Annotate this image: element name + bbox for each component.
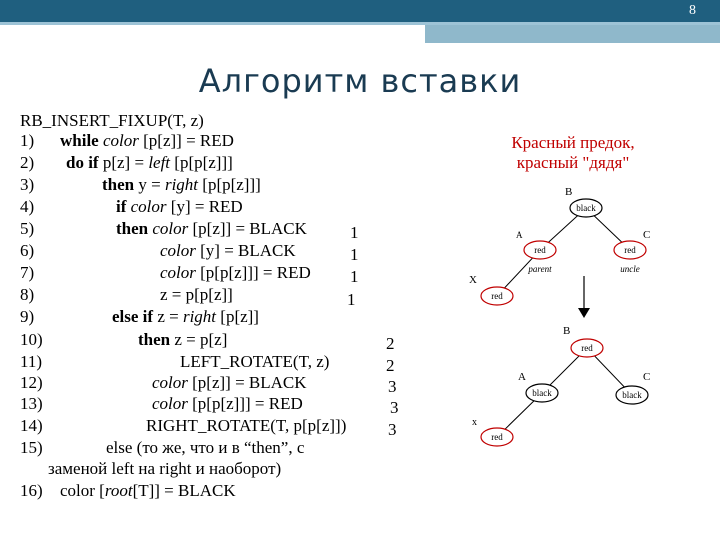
line-number: 14) bbox=[20, 416, 43, 435]
line-number: 12) bbox=[20, 373, 43, 392]
line-number: 13) bbox=[20, 394, 43, 413]
line-number: 11) bbox=[20, 352, 43, 371]
top-parent-node bbox=[524, 241, 556, 259]
caption-line-2: красный "дядя" bbox=[516, 153, 630, 172]
svg-text:red: red bbox=[491, 291, 503, 301]
bottom-x-node bbox=[481, 428, 513, 446]
svg-text:red: red bbox=[624, 245, 636, 255]
line-number: 10) bbox=[20, 330, 43, 349]
code-token: [y] = BLACK bbox=[195, 241, 296, 260]
code-token: color bbox=[152, 219, 189, 238]
line-number: 1) bbox=[20, 131, 35, 150]
code-token: LEFT_ROTATE(T, z) bbox=[180, 352, 330, 371]
line-number: 2) bbox=[20, 153, 35, 172]
parent-label: parent bbox=[528, 264, 552, 274]
line-number: 6) bbox=[20, 241, 35, 260]
case-marker: 1 bbox=[347, 290, 356, 309]
line-number: 16) bbox=[20, 481, 43, 500]
code-token: z = bbox=[157, 307, 183, 326]
code-token: else (то же, что и в “then”, с bbox=[106, 438, 305, 457]
code-token: color bbox=[152, 373, 188, 392]
svg-text:red: red bbox=[581, 343, 593, 353]
transform-arrow-head bbox=[578, 308, 590, 318]
bottom-left-node bbox=[526, 384, 558, 402]
code-token: заменой left на right и наоборот) bbox=[48, 459, 282, 478]
code-token: RIGHT_ROTATE(T, p[p[z]]) bbox=[146, 416, 347, 435]
case-marker: 2 bbox=[386, 334, 395, 353]
bottom-label-C: C bbox=[643, 371, 651, 383]
code-token: right bbox=[182, 307, 217, 326]
code-token: if bbox=[116, 197, 131, 216]
svg-text:black: black bbox=[532, 388, 552, 398]
code-token: [p[p[z]]] bbox=[198, 175, 261, 194]
case-marker: 1 bbox=[350, 245, 359, 264]
top-x-node bbox=[481, 287, 513, 305]
top-label-C: C bbox=[643, 229, 651, 241]
code-token: then bbox=[102, 175, 139, 194]
line-number: 7) bbox=[20, 263, 35, 282]
bottom-label-A: A bbox=[518, 371, 526, 383]
case-marker: 3 bbox=[390, 398, 399, 417]
code-token: color bbox=[152, 394, 188, 413]
code-token: else if bbox=[112, 307, 158, 326]
line-number: 3) bbox=[20, 175, 35, 194]
code-token: then bbox=[138, 330, 175, 349]
svg-text:red: red bbox=[534, 245, 546, 255]
code-token: y = bbox=[138, 175, 165, 194]
line-number: 8) bbox=[20, 285, 35, 304]
code-token: color [ bbox=[60, 481, 105, 500]
code-token: p[z] = bbox=[102, 153, 149, 172]
slide-title: Алгоритм вставки bbox=[198, 62, 522, 100]
code-token: then bbox=[116, 219, 153, 238]
case-marker: 1 bbox=[350, 267, 359, 286]
line-number: 4) bbox=[20, 197, 35, 216]
line-number: 15) bbox=[20, 438, 43, 457]
code-token: [p[z]] bbox=[216, 307, 259, 326]
top-label-B: B bbox=[565, 186, 573, 198]
svg-text:red: red bbox=[491, 432, 503, 442]
code-token: [p[z]] = RED bbox=[138, 131, 234, 150]
top-root-node bbox=[570, 199, 602, 217]
code-token: [p[z]] = BLACK bbox=[187, 373, 307, 392]
line-number: 9) bbox=[20, 307, 35, 326]
code-token: while bbox=[60, 131, 103, 150]
code-token: color bbox=[102, 131, 139, 150]
page-number: 8 bbox=[689, 3, 696, 18]
code-token: z = p[p[z]] bbox=[160, 285, 233, 304]
code-token: [p[p[z]]] = RED bbox=[195, 263, 311, 282]
line-number: 5) bbox=[20, 219, 35, 238]
code-header: RB_INSERT_FIXUP(T, z) bbox=[20, 111, 204, 130]
svg-text:black: black bbox=[576, 203, 596, 213]
uncle-label: uncle bbox=[620, 264, 640, 274]
bottom-label-x: x bbox=[472, 417, 477, 428]
case-marker: 2 bbox=[386, 356, 395, 375]
code-token: right bbox=[164, 175, 199, 194]
code-token: color bbox=[160, 241, 196, 260]
case-marker: 3 bbox=[388, 420, 397, 439]
top-label-X: X bbox=[469, 274, 477, 286]
code-token: [y] = RED bbox=[166, 197, 243, 216]
code-token: left bbox=[148, 153, 171, 172]
case-marker: 1 bbox=[350, 223, 359, 242]
code-token: do if bbox=[66, 153, 103, 172]
code-token: root bbox=[104, 481, 133, 500]
code-token: [p[z]] = BLACK bbox=[188, 219, 307, 238]
code-token: [p[p[z]]] = RED bbox=[187, 394, 303, 413]
code-token: color bbox=[160, 263, 196, 282]
svg-text:black: black bbox=[622, 390, 642, 400]
bottom-root-node bbox=[571, 339, 603, 357]
code-token: [T]] = BLACK bbox=[132, 481, 236, 500]
caption-line-1: Красный предок, bbox=[511, 133, 635, 152]
code-token: z = p[z] bbox=[174, 330, 228, 349]
code-token: [p[p[z]]] bbox=[170, 153, 233, 172]
top-uncle-node bbox=[614, 241, 646, 259]
code-token: color bbox=[130, 197, 167, 216]
top-label-A: A bbox=[516, 230, 523, 240]
case-marker: 3 bbox=[388, 377, 397, 396]
bottom-label-B: B bbox=[563, 325, 571, 337]
bottom-right-node bbox=[616, 386, 648, 404]
